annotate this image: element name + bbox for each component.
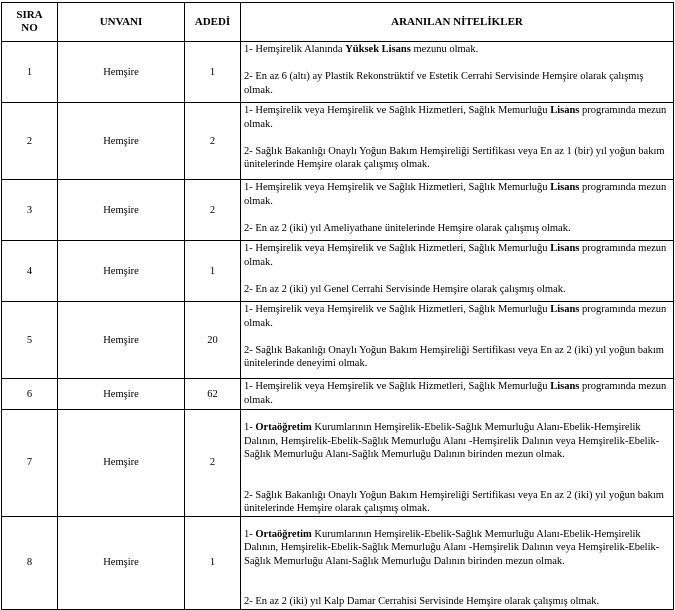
table-row	[2, 180, 674, 241]
table-row	[2, 379, 674, 410]
row-adet: 1	[185, 241, 241, 302]
row-adet: 1	[185, 516, 241, 609]
table-row	[2, 410, 674, 517]
requirement-2: 2- Sağlık Bakanlığı Onaylı Yoğun Bakım Hemşireliği Sertifikası veya En az 2 (iki) yıl yoğun bakım ünitelerinde Hemşire olarak çalışmış olmak.	[244, 489, 664, 514]
requirement-1: 1- Hemşirelik veya Hemşirelik ve Sağlık Hizmetleri, Sağlık Memurluğu Lisans programında mezun olmak.	[244, 243, 667, 268]
row-adet: 62	[185, 379, 241, 410]
row-requirements	[241, 516, 674, 609]
requirement-1: 1- Hemşirelik veya Hemşirelik ve Sağlık Hizmetleri, Sağlık Memurluğu Lisans programında mezun olmak.	[244, 304, 667, 329]
requirement-2: 2- Sağlık Bakanlığı Onaylı Yoğun Bakım Hemşireliği Sertifikası veya En az 2 (iki) yıl yoğun bakım ünitelerinde deneyimi olmak.	[244, 344, 664, 369]
requirement-2: 2- En az 2 (iki) yıl Genel Cerrahi Servisinde Hemşire olarak çalışmış olmak.	[244, 283, 566, 295]
row-sira-no: 8	[2, 516, 58, 609]
requirement-2: 2- Sağlık Bakanlığı Onaylı Yoğun Bakım Hemşireliği Sertifikası veya En az 1 (bir) yıl yoğun bakım ünitelerinde Hemşire olarak çalışmış olmak.	[244, 145, 665, 170]
header-sira-no	[2, 3, 58, 42]
requirement-2: 2- En az 2 (iki) yıl Ameliyathane ünitelerinde Hemşire olarak çalışmış olmak.	[244, 222, 571, 234]
requirement-2: 2- En az 6 (altı) ay Plastik Rekonstrüktif ve Estetik Cerrahi Servisinde Hemşire olarak çalışmış olmak.	[244, 71, 644, 96]
row-requirements	[241, 302, 674, 379]
table-row	[2, 103, 674, 180]
row-sira-no: 4	[2, 241, 58, 302]
row-sira-no: 5	[2, 302, 58, 379]
row-unvan: Hemşire	[58, 410, 185, 517]
header-row	[2, 3, 674, 42]
requirement-1: 1- Hemşirelik veya Hemşirelik ve Sağlık Hizmetleri, Sağlık Memurluğu Lisans programında mezun olmak.	[244, 182, 667, 207]
row-sira-no: 7	[2, 410, 58, 517]
row-sira-no: 6	[2, 379, 58, 410]
row-sira-no: 1	[2, 42, 58, 103]
table-row	[2, 516, 674, 609]
row-unvan: Hemşire	[58, 379, 185, 410]
row-requirements	[241, 379, 674, 410]
row-sira-no: 3	[2, 180, 58, 241]
requirement-1: 1- Hemşirelik veya Hemşirelik ve Sağlık Hizmetleri, Sağlık Memurluğu Lisans programında mezun olmak.	[244, 105, 667, 130]
row-unvan: Hemşire	[58, 302, 185, 379]
requirement-1: 1- Hemşirelik Alanında Yüksek Lisans mezunu olmak.	[244, 44, 479, 55]
row-adet: 20	[185, 302, 241, 379]
requirement-1: 1- Ortaöğretim Kurumlarının Hemşirelik-Ebelik-Sağlık Memurluğu Alanı-Ebelik-Hemşirelik Dalının, Hemşirelik-Ebelik-Sağlık Memurluğu Alanı -Hemşirelik Dalının veya Hemşirelik-Ebelik-Sağlık Memurluğu Alanı-Sağlık Memurluğu Dalının birinden mezun olmak.	[244, 528, 660, 567]
row-adet: 2	[185, 180, 241, 241]
row-adet: 2	[185, 103, 241, 180]
table-row	[2, 302, 674, 379]
header-aranilan-nitelikler: ARANILAN NİTELİKLER	[241, 3, 674, 42]
row-unvan: Hemşire	[58, 241, 185, 302]
row-unvan: Hemşire	[58, 180, 185, 241]
header-adedi: ADEDİ	[185, 3, 241, 42]
row-sira-no: 2	[2, 103, 58, 180]
row-requirements	[241, 410, 674, 517]
requirement-2: 2- En az 2 (iki) yıl Kalp Damar Cerrahisi Servisinde Hemşire olarak çalışmış olmak.	[244, 596, 600, 607]
row-unvan: Hemşire	[58, 42, 185, 103]
row-requirements	[241, 42, 674, 103]
table-row	[2, 42, 674, 103]
row-requirements	[241, 180, 674, 241]
header-unvani: UNVANI	[58, 3, 185, 42]
row-unvan: Hemşire	[58, 516, 185, 609]
row-unvan: Hemşire	[58, 103, 185, 180]
requirement-1: 1- Ortaöğretim Kurumlarının Hemşirelik-Ebelik-Sağlık Memurluğu Alanı-Ebelik-Hemşirelik Dalının, Hemşirelik-Ebelik-Sağlık Memurluğu Alanı -Hemşirelik Dalının veya Hemşirelik-Ebelik-Sağlık Memurluğu Alanı-Sağlık Memurluğu Dalının birinden mezun olmak.	[244, 422, 660, 460]
row-adet: 2	[185, 410, 241, 517]
header-sira-line1: SIRA	[16, 9, 43, 21]
row-requirements	[241, 103, 674, 180]
row-requirements	[241, 241, 674, 302]
header-sira-line2: NO	[21, 22, 38, 34]
requirement-1: 1- Hemşirelik veya Hemşirelik ve Sağlık Hizmetleri, Sağlık Memurluğu Lisans programında mezun olmak.	[244, 381, 667, 406]
table-row	[2, 241, 674, 302]
positions-table	[1, 2, 674, 610]
row-adet: 1	[185, 42, 241, 103]
